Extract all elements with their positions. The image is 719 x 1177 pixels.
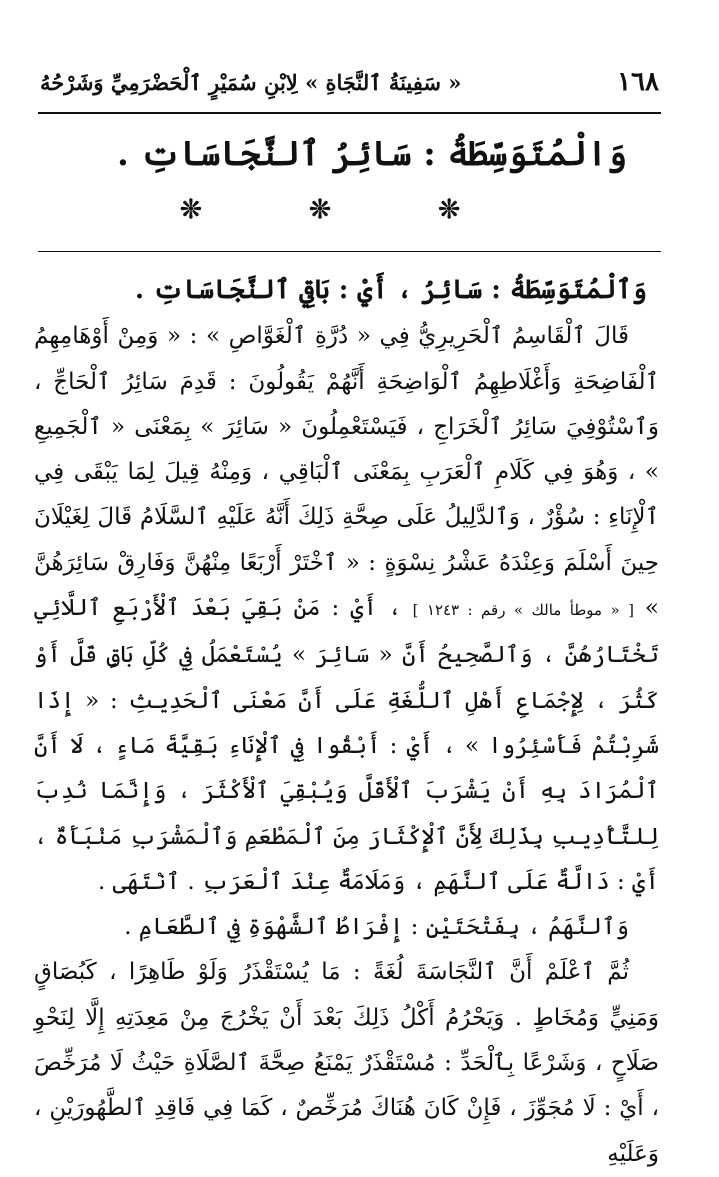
commentary-paragraph [34, 314, 659, 905]
commentary-text: ثُمَّ ٱعْلَمْ أَنَّ ٱلنَّجَاسَةَ لُغَةً : مَا يُسْتَقْذَرُ وَلَوْ طَاهِرًا ، كَبُصَاقٍ وَمَنِيٍّ وَمُخَاطٍ . وَيَحْرُمُ أَكْلُ ذَلِكَ بَعْدَ أَنْ يَخْرُجَ مِنْ مَعِدَتِهِ إِلَّا لِنَحْوِ صَلَاحٍ ، وَشَرْعًا بِٱلْحَدِّ : مُسْتَقْذَرٌ يَمْنَعُ صِحَّةَ ٱلصَّلَاةِ حَيْثُ لَا مُرَخِّصَ ، أَيْ : لَا مُجَوِّزَ ، فَإِنْ كَانَ هُنَاكَ مُرَخِّصٌ ، كَمَا فِي فَاقِدِ ٱلطَّهُورَيْنِ ، وَعَلَيْهِ [34, 959, 659, 1167]
commentary-text: قَالَ ٱلْقَاسِمُ ٱلْحَرِيرِيُّ فِي « دُرَّةِ ٱلْغَوَّاصِ » : « وَمِنْ أَوْهَامِهِمُ ٱلْفَاضِحَةِ وَأَغْلَاطِهِمُ ٱلْوَاضِحَةِ أَنَّهُمْ يَقُولُونَ : قَدِمَ سَائِرُ ٱلْحَاجِّ ، وَٱسْتُوْفِيَ سَائِرُ ٱلْخَرَاجِ ، فَيَسْتَعْمِلُونَ « سَائِرَ » بِمَعْنَى « ٱلْجَمِيعِ » ، وَهُوَ فِي كَلَامِ ٱلْعَرَبِ بِمَعْنَى ٱلْبَاقِي ، وَمِنْهُ قِيلَ لِمَا يَبْقَى فِي ٱلْإِنَاءِ : سُؤْرٌ ، وَٱلدَّلِيلُ عَلَى صِحَّةِ ذَلِكَ أَنَّهُ عَلَيْهِ ٱلسَّلَامُ قَالَ لِغَيْلَانَ حِينَ أَسْلَمَ وَعِنْدَهُ عَشْرُ نِسْوَةٍ : « ٱخْتَرْ أَرْبَعًا مِنْهُنَّ وَفَارِقْ سَائِرَهُنَّ » [34, 323, 660, 622]
commentary-body [34, 268, 660, 1167]
asterisk-icon: ❊ [438, 195, 460, 225]
commentary-text: ، أَيْ : مَنْ بَقِيَ بَعْدَ ٱلْأَرْبَعِ ٱللَّائِي تَخْتَارُهُنَّ ، وَٱلصَّحِيحُ أَنَّ « سَائِرَ » يُسْتَعْمَلُ فِي كُلِّ بَاقٍ قَلَّ أَوْ كَثُرَ ، لِإِجْمَاعِ أَهْلِ ٱللُّغَةِ عَلَى أَنَّ مَعْنَى ٱلْحَدِيثِ : « إِذَا شَرِبْتُمْ فَأَسْئِرُوا » ، أَيْ : أَبْقُوا فِي ٱلْإِنَاءِ بَقِيَّةَ مَاءٍ ، لَا أَنَّ ٱلْمُرَادَ بِهِ أَنْ يَشْرَبَ ٱلْأَقَلَّ وَيُبْقِيَ ٱلْأَكْثَرَ ، وَإِنَّمَا نُدِبَ لِلتَّأْدِيبِ بِذَلِكَ لِأَنَّ ٱلْإِكْثَارَ مِنَ ٱلْمَطْعَمِ وَٱلْمَشْرَبِ مَنْبَأَةٌ ، أَيْ : دَالَّةٌ عَلَى ٱلنَّهَمِ ، وَمَلَامَةٌ عِنْدَ ٱلْعَرَبِ . ٱنْتَهَى . [34, 595, 659, 895]
matn-text: وَالْمُتَوَسِّطَةُ : سَائِرُ ٱلنَّجَاسَاتِ . [116, 134, 627, 174]
commentary-paragraph [34, 268, 659, 314]
commentary-lead: وَٱلْمُتَوَسِّطَةُ : سَائِرُ ، أَيْ : بَاقِي ٱلنَّجَاسَاتِ . [135, 275, 647, 305]
asterisk-icon: ❊ [180, 195, 202, 225]
page-number: ١٦٨ [617, 67, 659, 97]
commentary-paragraph [34, 950, 659, 1176]
running-title: « سَفِينَةُ ٱلنَّجَاةِ » لِابْنِ سُمَيْرٍ ٱلْحَضْرَمِيِّ وَشَرْحُهُ [40, 69, 462, 95]
commentary-paragraph [34, 905, 659, 950]
header-rule [38, 112, 661, 114]
asterisk-separator [180, 192, 460, 228]
commentary-text: وَٱلنَّهَمُ ، بِفَتْحَتَيْنِ : إِفْرَاطُ ٱلشَّهْوَةِ فِي ٱلطَّعَامِ . [124, 914, 629, 941]
hadith-reference: [ « موطأ مالك » رقم : ١٢٤٣ ] [412, 601, 634, 620]
running-header [40, 62, 659, 102]
asterisk-icon: ❊ [309, 195, 331, 225]
commentary-rule [38, 251, 661, 252]
